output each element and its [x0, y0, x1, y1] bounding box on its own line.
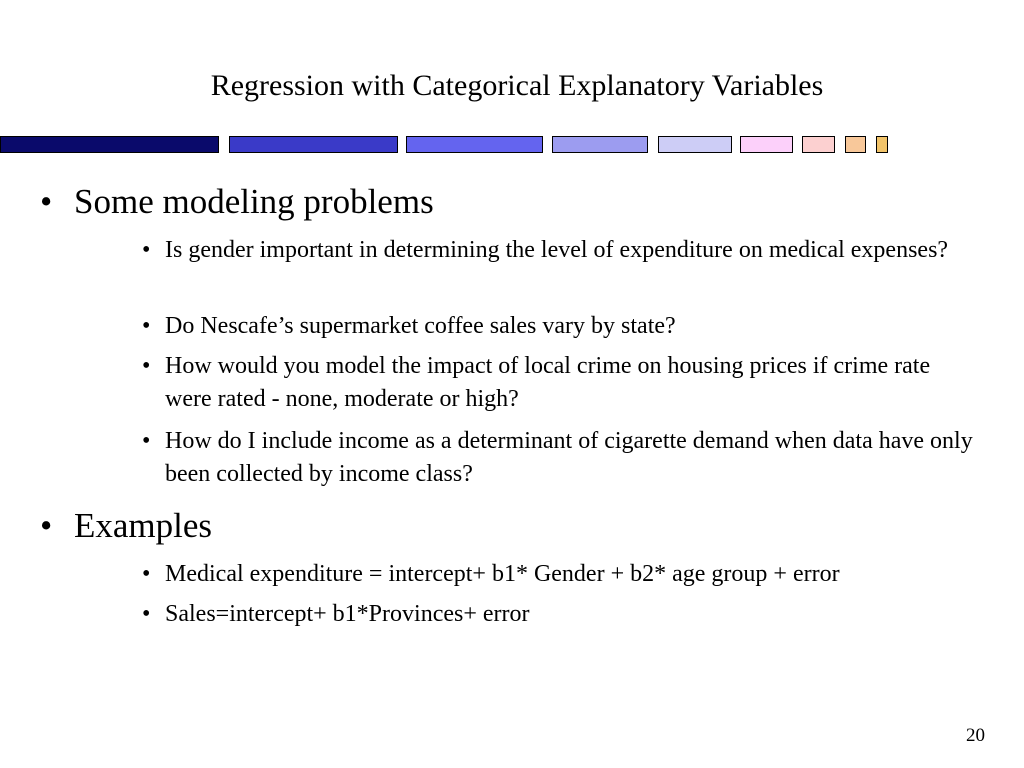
page-number: 20: [966, 725, 985, 746]
sub-bullet-dot: •: [142, 601, 151, 627]
sub-bullet-dot: •: [142, 561, 151, 587]
sub-bullet-sales-example: [142, 598, 982, 631]
sub-bullet-text: How do I include income as a determinant of cigarette demand when data have only been collected by income class?: [165, 428, 973, 487]
sub-bullet-text: Sales=intercept+ b1*Provinces+ error: [165, 601, 530, 627]
sub-bullet-dot: •: [142, 353, 151, 379]
sub-bullet-gender-question: [142, 234, 982, 267]
bullet-text: Some modeling problems: [74, 182, 434, 221]
sub-bullet-text: How would you model the impact of local crime on housing prices if crime rate were rated - none, moderate or high?: [165, 353, 931, 412]
sub-bullet-dot: •: [142, 237, 151, 263]
bullet-text: Examples: [74, 506, 213, 545]
sub-bullet-text: Is gender important in determining the level of expenditure on medical expenses?: [165, 237, 949, 263]
sub-bullet-text: Do Nescafe’s supermarket coffee sales vary by state?: [165, 313, 676, 339]
sub-bullet-dot: •: [142, 428, 151, 454]
sub-bullet-income-question: [142, 425, 982, 491]
slide-title: Regression with Categorical Explanatory Variables: [210, 69, 824, 102]
bullet-dot: •: [40, 506, 53, 545]
sub-bullet-crime-question: [142, 350, 982, 416]
bullet-dot: •: [40, 182, 53, 221]
sub-bullet-dot: •: [142, 313, 151, 339]
sub-bullet-nescafe-question: [142, 310, 982, 343]
sub-bullet-medical-example: [142, 558, 982, 591]
sub-bullet-text: Medical expenditure = intercept+ b1* Gender + b2* age group + error: [165, 561, 840, 587]
